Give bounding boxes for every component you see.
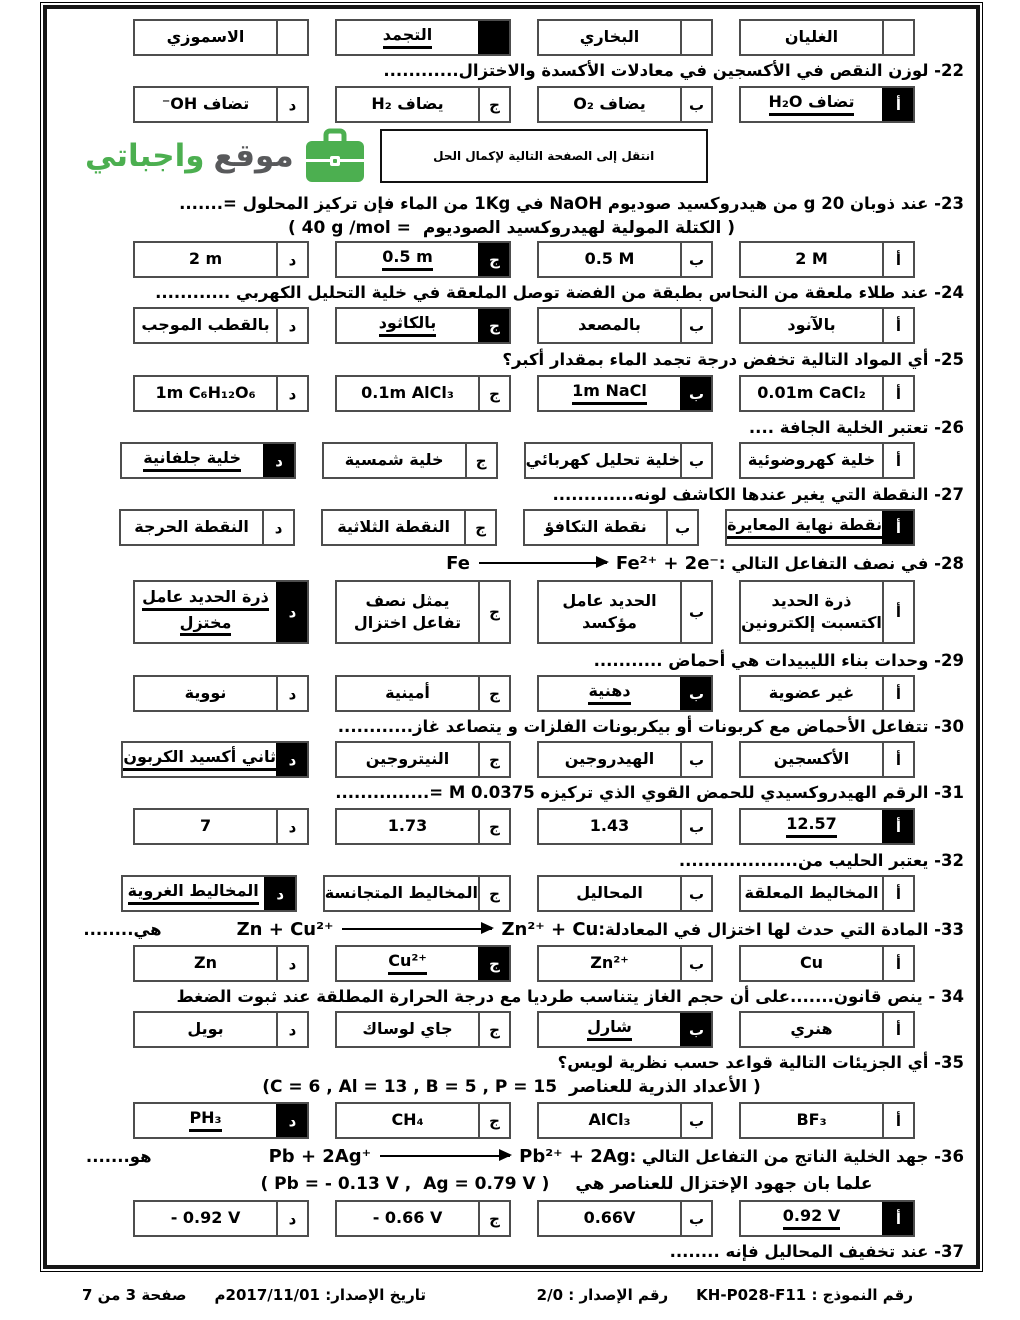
option-letter: ب — [680, 243, 711, 276]
question-24-text: 24- عند طلاء ملعقة من النحاس بطبقة من الفضة توصل الملعقة في خلية التحليل الكهربي ............ — [155, 283, 964, 302]
option-label: التجمد — [383, 26, 433, 48]
option-label: هنري — [790, 1019, 833, 1039]
option-label: الهيدروجين — [564, 749, 655, 769]
option-letter: أ — [882, 1013, 913, 1046]
q25-options-row — [47, 375, 915, 412]
option-label: أمينية — [385, 683, 430, 703]
option-b[interactable] — [537, 19, 713, 56]
option-b[interactable] — [537, 241, 713, 278]
option-a[interactable] — [739, 1200, 915, 1237]
option-d[interactable] — [121, 741, 309, 778]
option-label: BF₃ — [796, 1110, 827, 1130]
q35-options-row — [47, 1102, 915, 1139]
option-letter: د — [276, 1202, 307, 1235]
option-letter: أ — [882, 309, 913, 342]
option-label: نقطة التكافؤ — [544, 517, 647, 537]
option-letter: أ — [882, 88, 913, 121]
option-label: 7 — [199, 816, 212, 836]
option-label: 0.5 m — [382, 248, 433, 270]
equation-reactants: Fe — [446, 552, 470, 574]
option-a[interactable] — [739, 580, 915, 644]
option-d[interactable] — [121, 875, 297, 912]
option-c[interactable] — [335, 945, 511, 982]
option-a[interactable] — [739, 86, 915, 123]
option-letter: ج — [465, 444, 496, 477]
option-a[interactable] — [739, 741, 915, 778]
option-b[interactable] — [537, 741, 713, 778]
option-a[interactable] — [739, 1011, 915, 1048]
option-letter: أ — [882, 877, 913, 910]
option-label: يمثل نصف — [365, 591, 450, 611]
option-letter: د — [264, 877, 295, 910]
note-part: ( Pb = - 0.13 V , — [260, 1174, 412, 1194]
option-label: الاسموزي — [166, 27, 245, 47]
option-label: خلية جلفانية — [143, 449, 241, 471]
option-letter: ج — [478, 377, 509, 410]
arrow-icon — [479, 562, 607, 565]
option-label: 0.1m AlCl₃ — [361, 383, 454, 403]
option-c[interactable] — [335, 86, 511, 123]
option-label: خلية شمسية — [344, 450, 444, 470]
option-letter: ب — [680, 1013, 711, 1046]
option-letter: أ — [882, 511, 913, 544]
q32-options-row — [47, 875, 915, 912]
question-36-text: 36- جهد الخلية الناتج من التفاعل التالي : — [629, 1146, 964, 1166]
question-36-note — [102, 1172, 980, 1196]
option-label: المخاليط الغروية — [128, 882, 259, 904]
option-letter: د — [262, 511, 293, 544]
option-c[interactable] — [335, 675, 511, 712]
question-28-text: 28- في نصف التفاعل التالي : — [718, 553, 964, 573]
option-a[interactable] — [739, 1102, 915, 1139]
option-a[interactable] — [739, 675, 915, 712]
question-31-text: 31- الرقم الهيدروكسيدي للحمض القوي الذي تركيزه 0.0375 M =............... — [335, 783, 964, 802]
option-c[interactable] — [322, 442, 498, 479]
option-letter: ب — [666, 511, 697, 544]
note-part: ( 40 g /mol = — [287, 218, 411, 238]
option-label: بالقطب الموجب — [141, 315, 270, 335]
option-letter: ب — [680, 582, 711, 642]
option-b[interactable] — [537, 1011, 713, 1048]
option-b[interactable] — [523, 509, 699, 546]
q29-options-row — [47, 675, 915, 712]
option-label: 0.92 V — [783, 1207, 840, 1229]
option-letter: أ — [882, 743, 913, 776]
option-label: نقطة نهاية المعايرة — [727, 516, 882, 538]
option-c[interactable] — [335, 1011, 511, 1048]
question-33-text: 33- المادة التي حدث لها اختزال في المعادلة: — [598, 919, 964, 939]
option-d[interactable] — [133, 1102, 309, 1139]
option-letter: أ — [882, 1104, 913, 1137]
question-28-line — [47, 549, 964, 577]
option-a[interactable] — [739, 875, 915, 912]
option-d[interactable] — [133, 1200, 309, 1237]
option-letter: د — [276, 582, 307, 642]
option-label: CH₄ — [391, 1110, 424, 1130]
option-label: شارل — [587, 1018, 632, 1040]
option-label: النيتروجين — [365, 749, 450, 769]
option-label: بالمصعد — [578, 315, 641, 335]
option-c[interactable] — [335, 808, 511, 845]
option-b[interactable] — [524, 442, 713, 479]
option-letter: ب — [680, 309, 711, 342]
option-letter: د — [276, 243, 307, 276]
equation-products: Fe²⁺ + 2e⁻ — [615, 552, 719, 574]
option-letter — [680, 21, 711, 54]
option-a[interactable] — [739, 945, 915, 982]
question-23-note — [47, 216, 976, 240]
question-23-text: 23- عند ذوبان 20 g من هيدروكسيد صوديوم NaOH في 1Kg من الماء فإن تركيز المحلول =....... — [179, 194, 964, 213]
option-label: 1m C₆H₁₂O₆ — [155, 383, 256, 403]
option-c[interactable] — [323, 875, 511, 912]
footer-right — [537, 1286, 913, 1304]
equation-products: Pb²⁺ + 2Ag — [519, 1145, 630, 1167]
option-d[interactable] — [133, 675, 309, 712]
option-letter: ب — [680, 444, 711, 477]
option-label: خلية كهروضوئية — [747, 450, 876, 470]
equation-products: Zn²⁺ + Cu — [501, 918, 599, 940]
equation — [269, 1146, 630, 1167]
option-c[interactable] — [335, 580, 511, 644]
q21-options-row — [47, 19, 915, 56]
option-d[interactable] — [120, 442, 296, 479]
footer-issue-date: تاريخ الإصدار: 2017/11/01م — [214, 1286, 427, 1304]
option-letter: ج — [478, 947, 509, 980]
option-b[interactable] — [537, 945, 713, 982]
option-c[interactable] — [335, 1102, 511, 1139]
equation-reactants: Pb + 2Ag⁺ — [268, 1145, 372, 1167]
question-30-text: 30- تتفاعل الأحماض مع كربونات أو بيكربونات الفلزات و يتصاعد غاز............ — [337, 717, 964, 736]
option-letter: ج — [478, 877, 509, 910]
arrow-icon — [380, 1155, 510, 1158]
option-label: يضاف H₂ — [371, 94, 444, 114]
option-label: 0.5 M — [584, 249, 635, 269]
option-letter: ج — [478, 810, 509, 843]
note-part: (C = 6 , Al = 13 , B = 5 , P = 15 — [262, 1077, 558, 1097]
option-label: المخاليط المعلقة — [744, 883, 879, 903]
option-b[interactable] — [537, 86, 713, 123]
option-label: 2 m — [188, 249, 223, 269]
footer-issue-label: رقم الإصدار : — [568, 1286, 669, 1304]
equation — [237, 919, 599, 940]
option-a[interactable] — [739, 19, 915, 56]
option-letter: ب — [680, 1202, 711, 1235]
option-label: Zn — [194, 953, 217, 973]
option-letter: أ — [882, 582, 913, 642]
option-letter: ج — [464, 511, 495, 544]
note-part: Ag = 0.79 V ) — [423, 1174, 550, 1194]
option-label: تضاف OH⁻ — [161, 94, 250, 114]
option-letter: ب — [680, 947, 711, 980]
notice-text: انتقل إلى الصفحة التالية لإكمال الحل — [433, 149, 655, 163]
option-c[interactable] — [335, 19, 511, 56]
option-d[interactable] — [133, 307, 309, 344]
option-b[interactable] — [537, 1200, 713, 1237]
option-letter: ج — [478, 1013, 509, 1046]
option-letter: ب — [680, 88, 711, 121]
option-d[interactable] — [133, 86, 309, 123]
option-letter — [882, 21, 913, 54]
question-25-text: 25- أي المواد التالية تخفض درجة تجمد الماء بمقدار أكبر؟ — [502, 350, 964, 369]
option-label: الحديد عامل — [562, 591, 657, 611]
option-label: بويل — [187, 1019, 224, 1039]
option-letter: د — [276, 1104, 307, 1137]
note-part: الكتلة المولية لهيدروكسيد الصوديوم ) — [422, 218, 736, 238]
option-a[interactable] — [739, 307, 915, 344]
question-tail: هو....... — [85, 1146, 152, 1166]
option-label: - 0.66 V — [372, 1208, 443, 1228]
option-label: النقطة الثلاثية — [337, 517, 450, 537]
option-letter: ب — [680, 743, 711, 776]
question-22-text: 22- لوزن النقص في الأكسجين في معادلات الأكسدة والاختزال............ — [383, 61, 964, 80]
q30-options-row — [47, 741, 915, 778]
option-letter: د — [263, 444, 294, 477]
page-footer — [40, 1286, 983, 1304]
option-label: - 0.92 V — [170, 1208, 241, 1228]
option-letter: ج — [478, 243, 509, 276]
question-37-text: 37- عند تخفيف المحاليل فإنه ........ — [669, 1242, 964, 1261]
footer-issue-value: 2/0 — [536, 1286, 564, 1304]
option-label: نووية — [184, 683, 227, 703]
option-letter: ج — [478, 1104, 509, 1137]
arrow-icon — [342, 928, 492, 931]
question-tail: هي........ — [83, 919, 162, 939]
question-36-line — [47, 1142, 964, 1170]
option-letter: أ — [882, 377, 913, 410]
option-letter: ب — [680, 810, 711, 843]
option-label: 2 M — [795, 249, 828, 269]
question-34-text: 34 - ينص قانون.......على أن حجم الغاز يتناسب طرديا مع درجة الحرارة المطلقة عند ثبوت الضغط — [176, 987, 964, 1006]
option-label: دهنية — [588, 682, 630, 704]
q31-options-row — [47, 808, 915, 845]
logo-text — [85, 138, 294, 174]
option-letter: د — [276, 677, 307, 710]
option-label: 0.66V — [583, 1208, 636, 1228]
option-letter: ب — [680, 677, 711, 710]
notice-box — [380, 129, 708, 183]
option-label: يضاف O₂ — [573, 94, 646, 114]
option-label: الغليان — [784, 27, 839, 47]
q27-options-row — [47, 509, 915, 546]
option-label: 1.43 — [589, 816, 630, 836]
option-label: ذرة الحديد عامل — [142, 588, 269, 610]
note-part: علما بان جهود الإختزال للعناصر هي — [575, 1174, 873, 1194]
option-label-line2: اكتسبت إلكترونين — [741, 612, 882, 632]
option-label: Zn²⁺ — [590, 953, 629, 973]
option-b[interactable] — [537, 675, 713, 712]
option-label: المخاليط المتجانسة — [324, 883, 478, 903]
option-label: Cu — [799, 953, 824, 973]
option-d[interactable] — [133, 19, 309, 56]
option-label: 0.01m CaCl₂ — [757, 383, 866, 403]
question-29-text: 29- وحدات بناء الليبيدات هي أحماض ........... — [593, 651, 964, 670]
option-b[interactable] — [537, 808, 713, 845]
q34-options-row — [47, 1011, 915, 1048]
question-35-note — [47, 1075, 976, 1099]
option-letter: ج — [478, 677, 509, 710]
option-d[interactable] — [119, 509, 295, 546]
q36-options-row — [47, 1200, 915, 1237]
footer-left — [82, 1286, 426, 1304]
option-label-line2: مختزل — [180, 614, 232, 636]
option-letter: ج — [478, 309, 509, 342]
option-label: 1.73 — [387, 816, 428, 836]
option-letter: ب — [680, 877, 711, 910]
equation — [446, 553, 719, 574]
option-label: تضاف H₂O — [769, 93, 855, 115]
logo-word-site: موقع — [213, 138, 294, 174]
option-letter: ج — [478, 743, 509, 776]
option-label: 1m NaCl — [572, 382, 647, 404]
option-label-line2: مؤكسد — [582, 612, 637, 632]
option-label: البخاري — [579, 27, 640, 47]
option-b[interactable] — [537, 875, 713, 912]
option-c[interactable] — [335, 307, 511, 344]
logo-word-brand: واجباتي — [85, 138, 205, 174]
note-part: الأعداد الذرية للعناصر ) — [569, 1077, 761, 1097]
option-d[interactable] — [133, 808, 309, 845]
option-letter: د — [276, 309, 307, 342]
option-letter: ج — [478, 582, 509, 642]
equation-reactants: Zn + Cu²⁺ — [236, 918, 334, 940]
footer-page-number: صفحة 3 من 7 — [82, 1286, 187, 1304]
option-b[interactable] — [537, 375, 713, 412]
option-label-line2: تفاعل اختزال — [353, 612, 462, 632]
option-letter: أ — [882, 1202, 913, 1235]
option-letter: د — [276, 810, 307, 843]
option-letter: د — [276, 377, 307, 410]
option-label: AlCl₃ — [588, 1110, 631, 1130]
option-letter: أ — [882, 947, 913, 980]
option-b[interactable] — [537, 1102, 713, 1139]
option-label: PH₃ — [189, 1109, 221, 1131]
option-label: 12.57 — [786, 815, 837, 837]
option-letter: أ — [882, 444, 913, 477]
footer-issue — [537, 1286, 669, 1304]
option-c[interactable] — [321, 509, 497, 546]
option-label: خلية تحليل كهربائي — [525, 450, 680, 470]
option-label: بالآنود — [787, 315, 836, 335]
option-label: جاي لوساك — [362, 1019, 453, 1039]
q23-options-row — [47, 241, 915, 278]
option-label: الأكسجين — [773, 749, 850, 769]
option-letter — [478, 21, 509, 54]
q24-options-row — [47, 307, 915, 344]
option-d[interactable] — [133, 375, 309, 412]
page-frame-inner — [43, 5, 980, 1269]
option-a[interactable] — [739, 442, 915, 479]
question-26-text: 26- تعتبر الخلية الجافة .... — [748, 418, 964, 437]
option-a[interactable] — [739, 241, 915, 278]
option-label: ثاني أكسيد الكربون — [123, 748, 276, 770]
option-b[interactable] — [537, 580, 713, 644]
q28-options-row — [47, 580, 915, 644]
q33-options-row — [47, 945, 915, 982]
option-a[interactable] — [725, 509, 915, 546]
question-33-line — [47, 915, 964, 943]
option-letter: ب — [680, 1104, 711, 1137]
option-letter — [276, 21, 307, 54]
option-letter: أ — [882, 810, 913, 843]
option-d[interactable] — [133, 945, 309, 982]
page-frame — [40, 2, 983, 1272]
option-label: النقطة الحرجة — [134, 517, 249, 537]
question-27-text: 27- النقطة التي يغير عندها الكاشف لونه............. — [552, 485, 964, 504]
logo-row — [85, 125, 976, 187]
option-c[interactable] — [335, 741, 511, 778]
option-letter: ج — [478, 1202, 509, 1235]
option-letter: د — [276, 1013, 307, 1046]
option-letter: أ — [882, 677, 913, 710]
option-label: المحاليل — [576, 883, 643, 903]
option-label: ذرة الحديد — [771, 591, 852, 611]
option-c[interactable] — [335, 241, 511, 278]
option-b[interactable] — [537, 307, 713, 344]
option-letter: ب — [680, 377, 711, 410]
option-letter: ج — [478, 88, 509, 121]
question-32-text: 32- يعتبر الحليب من................... — [678, 851, 964, 870]
q22-options-row — [47, 86, 915, 123]
option-letter: د — [276, 88, 307, 121]
option-a[interactable] — [739, 375, 915, 412]
question-35-text: 35- أي الجزيئات التالية قواعد حسب نظرية لويس؟ — [557, 1053, 964, 1072]
option-d[interactable] — [133, 1011, 309, 1048]
option-c[interactable] — [335, 375, 511, 412]
option-letter: أ — [882, 243, 913, 276]
option-label: بالكاثود — [379, 314, 437, 336]
option-c[interactable] — [335, 1200, 511, 1237]
q26-options-row — [47, 442, 915, 479]
briefcase-icon — [304, 128, 366, 184]
option-label: غير عضوية — [768, 683, 855, 703]
option-letter: د — [276, 947, 307, 980]
option-letter: د — [276, 743, 307, 776]
option-d[interactable] — [133, 580, 309, 644]
option-d[interactable] — [133, 241, 309, 278]
option-a[interactable] — [739, 808, 915, 845]
option-label: Cu²⁺ — [388, 952, 427, 974]
footer-model-number: رقم النموذج : KH-P028-F11 — [696, 1286, 913, 1304]
